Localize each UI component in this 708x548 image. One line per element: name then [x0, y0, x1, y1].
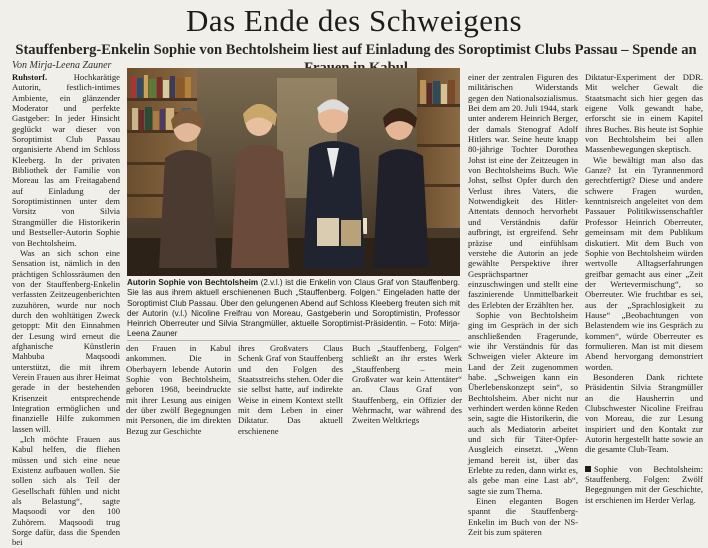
- article-column-5: [468, 72, 579, 538]
- paragraph: ihres Großvaters Claus Schenk Graf von Stauffenberg und den Folgen des Staatsstreichs stehen. Oder die sie selbst hatte, auf indirekte Weise in einem Kontext stellt mit dem Leben in einer Diktatur. Das aktuell erschienene: [238, 343, 344, 436]
- paragraph: Was an sich schon eine Sensation ist, nämlich in den prächtigen Schlossräumen den von der Stauffenberg-Enkelin verfassten Zeitzeugenberichten zuzuhören, wurde nur noch durch den wohltätigen Zweck getoppt: Mit den Einnahmen der Lesung wird erneut die afghanische Künstlerin Mahbuba Maqsoodi unterstützt, die mit ihrem Verein Frauen aus ihrer Heimat gerade in der bestehenden Krisenzeit entsprechende Integration ermöglichen und finanzielle Hilfe zukommen lassen will.: [12, 247, 120, 434]
- paragraph: Wie bewältigt man also das Ganze? Ist ein Tyrannenmord gerechtfertigt? Diese und andere schwere Fragen wurden, kenntnisreich angeleitet von dem Passauer Politikwissenschaftler Professor Heinrich Oberreuter, gemeinsam mit dem Publikum diskutiert. Mit dem Buch von Sophie von Bechtolsheim würden wertvolle Alltagserfahrungen greifbar gemacht aus einer „Zeit der Wertevermischung“, so Oberreuter. Wie fruchtbar es sei, aus der „Sprachlosigkeit zu Hause“ „Beobachtungen von Belastendem wie ins Gespräch zu kommen“, würde Oberreuter es formulieren. Man ist mit diesem Abend hervorgang demonstriert worden.: [585, 154, 703, 372]
- paragraph: Sophie von Bechtolsheim ging im Gespräch in der sich anschließenden Fragerunde, wie ihr Verständnis für das Schweigen vieler Akteure im Land der Zeit zugenommen habe. „Schweigen kann ein Überlebenskonzept sein“, so Bechtolsheim. Aber nicht nur verhindert werden könne Reden sein, sagte die Historikerin, die auch als Mediatorin arbeitet und sich für Täter-Opfer-Ausgleich einsetzt. „Wenn jemand bereit ist, über das Erlebte zu reden, dann wirkt es, als gebe man eine Last ab“, sagte sie zum Thema.: [468, 309, 579, 496]
- dateline: Ruhstorf.: [12, 72, 48, 82]
- article-column-1: [12, 72, 120, 548]
- paragraph: einer der zentralen Figuren des militärischen Widerstands gegen den Nationalsozialismus. Bei dem am 20. Juli 1944, stark unter anderem Heinrich Berger, der damals Stenograf Adolf Hitlers war. Seine heute knapp 80-jährige Tochter Dorothea Johst ist eine der Zeitzeugen in von Bechtolsheims Buch. Wie Johst, selbst Opfer durch den Verlust ihres Vaters, die Notwendigkeit des Hitler-Attentats dennoch hervorhebt und Verständnis dafür aufbringt, ist ergreifend. Sehr präzise und einfühlsam verstehe die Autorin an jede gewählte Perspektive ihrer Gesprächspartner einzuschwingen und stellt eine faszinierende Unmittelbarkeit des Erlebten der Erzählten her.: [468, 72, 578, 310]
- book-note-text: Sophie von Bechtolsheim: Stauffenberg. Folgen: Zwölf Begegnungen mit der Geschichte, ist erschienen im Herder Verlag.: [585, 463, 703, 505]
- paragraph: Besonderen Dank richtete Präsidentin Silvia Strangmüller an die Hausherrin und Clubschwester Nicoline Freifrau von Moreau, die zur Lesung inspiriert und den Kontakt zur Autorin hergestellt hatte sowie an die gesamte Club-Team.: [585, 371, 703, 455]
- caption-lead: Autorin Sophie von Bechtolsheim: [127, 278, 259, 287]
- article-column-4-bottom: [352, 343, 462, 426]
- article-photo: [127, 68, 460, 276]
- article-column-3: [238, 343, 344, 436]
- photo-caption: [127, 278, 460, 338]
- photo-credit: – Foto: Mirja-Leena Zauner: [127, 319, 460, 339]
- book-note: [585, 461, 703, 505]
- paragraph: Buch „Stauffenberg, Folgen“ schließt an ihr erstes Werk „Stauffenberg – mein Großvater war kein Attentäter“ an. Claus Graf von Stauffenberg, ein Offizier der Wehrmacht, war während des Zweiten Weltkriegs: [352, 343, 462, 426]
- article-column-2: [126, 343, 231, 436]
- byline: Von Mirja-Leena Zauner: [12, 60, 112, 71]
- photo-illustration: [127, 68, 460, 276]
- paragraph: „Ich möchte Frauen aus Kabul helfen, die fliehen müssen und sich eine neue Existenz aufbauen wollen. Sie sollen sich als Teil der Gesellschaft fühlen und nicht als Belastung“, sagte Maqsoodi vor den 100 Zuhörern. Maqsoodi trug Sorge dafür, dass die Spenden bei: [12, 434, 120, 548]
- paragraph: Hochkarätige Autorin, festlich-intimes Ambiente, ein glänzender Moderator und perfekte Gastgeber: In jeder Hinsicht geglückt war dieser von Soroptimist Club Passau organisierte Abend im Schloss Kleeberg. In der privaten Bibliothek der Familie von Moreau las am Freitagabend auf Einladung der Soroptimistinnen unter dem Vorsitz von Silvia Strangmüller die Historikerin und Bestseller-Autorin Sophie von Bechtolsheim.: [12, 72, 120, 248]
- article-column-6: [585, 72, 703, 505]
- paragraph: Diktatur-Experiment der DDR. Mit welcher Gewalt die Staatsmacht sich hier gegen das eigene Volk gewandt habe, erforscht sie in einem Kapitel ihres Buches. Bis heute ist Sophie von Bechtolsheim bei allen Massenbewegungen skeptisch.: [585, 72, 703, 155]
- headline: Das Ende des Schweigens: [185, 3, 523, 38]
- subheadline: Stauffenberg-Enkelin Sophie von Bechtolsheim liest auf Einladung des Soroptimist Clubs Passau – Spende an: [15, 42, 697, 58]
- caption-text: (2.v.l.) ist die Enkelin von Claus Graf von Stauffenberg. Sie las aus ihrem aktuell erschienenen Buch „Stauffenberg. Folgen.“ Eingeladen hatte der Soroptimist Club Passau. Über den gelungenen Abend auf Schloss Kleeberg freuten sich mit der Autorin (v.l.) Nicoline Freifrau von Moreau, Gastgeberin und Soroptimistin, Professor Heinrich Oberreuter und Silvia Strangmüller, aktuelle Soroptimist-Präsidentin.: [127, 278, 461, 329]
- paragraph: Einen eleganten Bogen spannt die Stauffenberg-Enkelin im Buch von der NS-Zeit bis zum späteren: [468, 496, 578, 538]
- caption-divider: [127, 340, 460, 341]
- paragraph: den Frauen in Kabul ankommen. Die in Oberbayern lebende Autorin Sophie von Bechtolsheim, geboren 1968, beeindruckte mit ihrer Lesung aus einigen der über zwölf Begegnungen mit Personen, die im direkten Bezug zur Geschichte: [126, 343, 231, 436]
- square-bullet-icon: [585, 466, 591, 472]
